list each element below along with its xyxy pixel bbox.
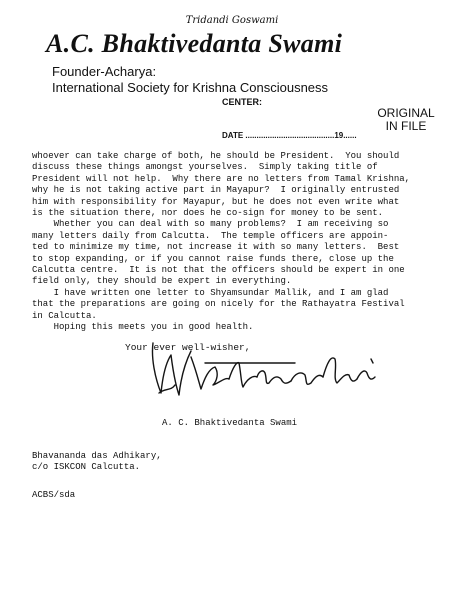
letterhead-founder: Founder-Acharya: — [52, 64, 157, 79]
body-line: President will not help. Why there are no letters from Tamal Krishna, — [32, 173, 411, 184]
signatory-name: A. C. Bhaktivedanta Swami — [162, 418, 298, 428]
body-line: discuss these things amongst yourselves. Simply taking title of — [32, 162, 378, 173]
letter-body — [32, 151, 452, 334]
center-label: CENTER: — [222, 97, 262, 107]
body-line: Hoping this meets you in good health. — [32, 322, 254, 333]
recipient-block — [32, 451, 162, 474]
body-line: many letters daily from Calcutta. The temple officers are appoin- — [32, 230, 389, 241]
body-line: I have written one letter to Shyamsundar Mallik, and I am glad — [32, 287, 389, 298]
body-line: ted to minimize my time, not increase it with so many letters. Best — [32, 242, 400, 253]
body-line: Calcutta centre. It is not that the officers should be expert in one — [32, 265, 405, 276]
body-line: why he is not taking active part in Mayapur? I originally entrusted — [32, 185, 400, 196]
body-line: him with responsibility for Mayapur, but he does not even write what — [32, 196, 400, 207]
original-stamp-line1: ORIGINAL — [377, 106, 435, 120]
recipient-line: Bhavananda das Adhikary, — [32, 451, 162, 461]
date-line: DATE ........................................19...... — [222, 131, 357, 140]
recipient-line: c/o ISKCON Calcutta. — [32, 462, 141, 473]
letterhead-tridandi: Tridandi Goswami — [185, 15, 279, 26]
letterhead-name: A.C. Bhaktivedanta Swami — [46, 29, 343, 58]
body-line: whoever can take charge of both, he should be President. You should — [32, 151, 400, 161]
body-line: Whether you can deal with so many problems? I am receiving so — [32, 219, 389, 230]
letterhead-society: International Society for Krishna Consciousness — [52, 80, 329, 95]
reference-initials: ACBS/sda — [32, 490, 76, 500]
body-line: field only, they should be expert in everything. — [32, 276, 292, 287]
body-line: that the preparations are going on nicely for the Rathayatra Festival — [32, 299, 405, 310]
closing-salutation: Your ever well-wisher, — [125, 342, 251, 353]
body-line: to stop expanding, or if you cannot raise funds there, close up the — [32, 253, 394, 264]
original-stamp-line2: IN FILE — [385, 119, 427, 133]
body-line: is the situation there, nor does he co-sign for money to be sent. — [32, 208, 384, 219]
body-line: in Calcutta. — [32, 310, 97, 321]
